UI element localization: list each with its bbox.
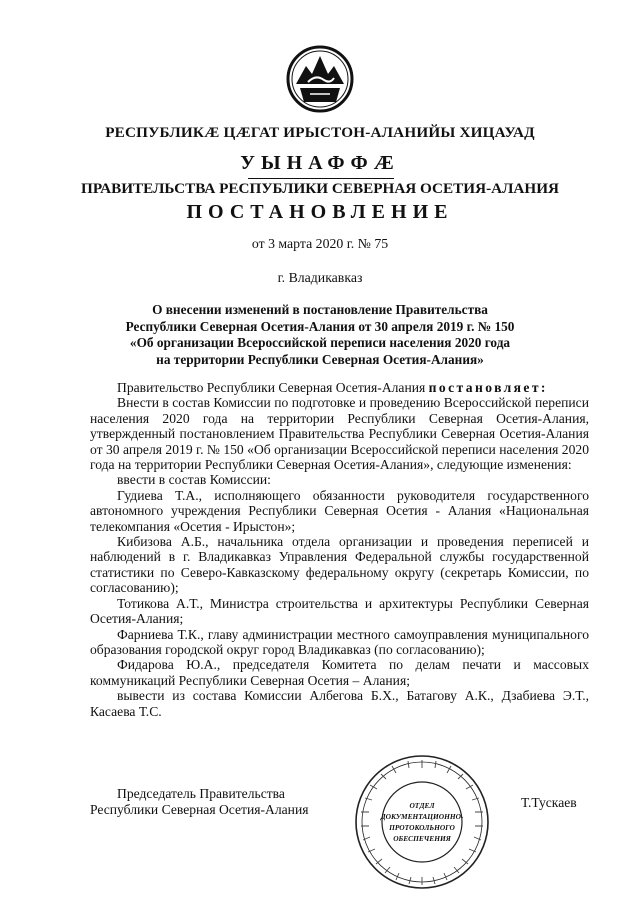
header-government-russian: ПРАВИТЕЛЬСТВА РЕСПУБЛИКИ СЕВЕРНАЯ ОСЕТИЯ-АЛАНИЯ: [81, 180, 559, 197]
paragraph-preamble: [90, 380, 589, 395]
stamp-text-line: ДОКУМЕНТАЦИОННО-: [380, 812, 464, 821]
header-republic-ossetian: РЕСПУБЛИКӔ ЦӔГАТ ИРЫСТОН-АЛАНИЙЫ ХИЦАУАД: [105, 124, 535, 141]
subject-line: Республики Северная Осетия-Алания от 30 апреля 2019 г. № 150: [125, 318, 515, 334]
paragraph-member: Кибизова А.Б., начальника отдела организации и проведения переписей и наблюдений в г. Владикавказ Управления Федеральной службы государственной статистики по Северо-Кавказскому федеральному округу (секретарь Комиссии, по согласованию);: [90, 534, 589, 596]
coat-of-arms-emblem: [286, 44, 354, 114]
stamp-text-line: ОТДЕЛ: [409, 801, 435, 810]
stamp-text-line: ПРОТОКОЛЬНОГО: [389, 823, 455, 832]
paragraph-main: Внести в состав Комиссии по подготовке и проведению Всероссийской переписи населения 2020 года на территории Республики Северная Осетия-Алания, утвержденный постановлением Правительства Республики Северная Осетия-Алания от 30 апреля 2019 г. № 150 «Об организации Всероссийской переписи населения 2020 года на территории Республики Северная Осетия-Алания», следующие изменения:: [90, 395, 589, 473]
document-subject: [100, 302, 540, 368]
paragraph-member: Фарниева Т.К., главу администрации местного самоуправления муниципального образования городской округ город Владикавказ (по согласованию);: [90, 626, 589, 657]
subject-line: О внесении изменений в постановление Правительства: [152, 302, 488, 317]
preamble-text: Правительство Республики Северная Осетия-Алания: [117, 380, 429, 395]
official-stamp-seal: [352, 752, 492, 892]
subject-line: «Об организации Всероссийской переписи населения 2020 года: [129, 335, 511, 351]
subject-line: на территории Республики Северная Осетия-Алания»: [156, 351, 484, 367]
paragraph-member: Гудиева Т.А., исполняющего обязанности руководителя государственного автономного учреждения Республики Северная Осетия - Алания «Национальная телекомпания «Осетия - Ирыстон»;: [90, 487, 589, 534]
document-body: [90, 380, 589, 719]
paragraph-member: Тотикова А.Т., Министра строительства и архитектуры Республики Северная Осетия-Алания;: [90, 595, 589, 627]
signatory-title: [90, 786, 308, 817]
paragraph-add-intro: ввести в состав Комиссии:: [117, 472, 271, 488]
signatory-name: Т.Тускаев: [521, 795, 577, 810]
paragraph-member: Фидарова Ю.А., председателя Комитета по делам печати и массовых коммуникаций Республики Северная Осетия – Алания;: [90, 657, 589, 688]
stamp-text-line: ОБЕСПЕЧЕНИЯ: [393, 834, 451, 843]
header-divider: [248, 178, 394, 179]
paragraph-remove: вывести из состава Комиссии Албегова Б.Х., Батагову А.К., Дзабиева Э.Т., Касаева Т.С.: [90, 688, 589, 719]
header-title-russian: ПОСТАНОВЛЕНИЕ: [186, 201, 454, 223]
document-city: г. Владикавказ: [277, 270, 363, 285]
document-date: от 3 марта 2020 г. № 75: [251, 236, 389, 251]
signatory-title-line: Председатель Правительства: [117, 786, 285, 801]
signatory-title-line: Республики Северная Осетия-Алания: [90, 801, 309, 817]
preamble-emphasis: постановляет:: [428, 380, 548, 395]
header-title-ossetian: УЫНАФФӔ: [240, 152, 400, 174]
